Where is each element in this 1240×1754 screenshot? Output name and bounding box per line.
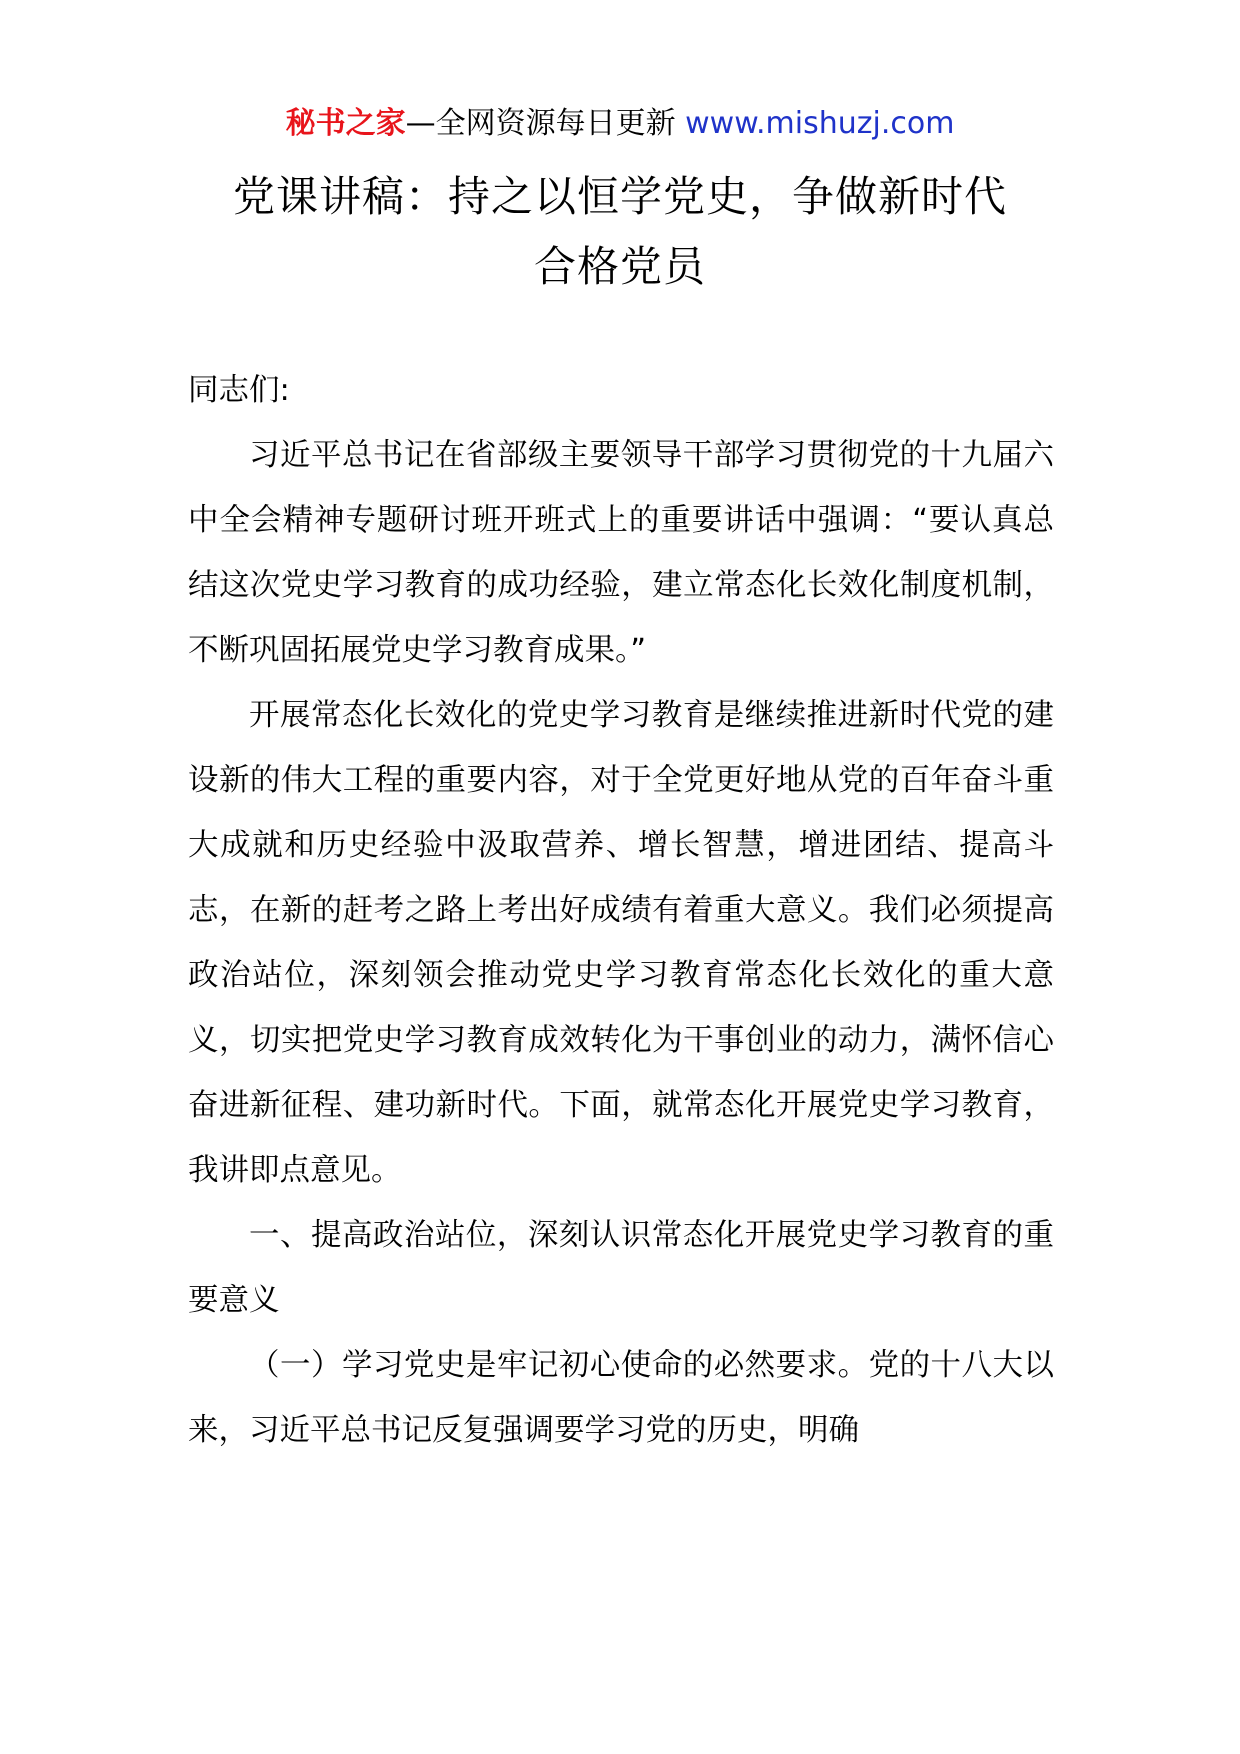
document-body	[188, 358, 1054, 1463]
site-header	[0, 104, 1240, 144]
document-title	[150, 162, 1090, 302]
paragraph: 开展常态化长效化的党史学习教育是继续推进新时代党的建设新的伟大工程的重要内容，对于全党更好地从党的百年奋斗重大成就和历史经验中汲取营养、增长智慧，增进团结、提高斗志，在新的赶考之路上考出好成绩有着重大意义。我们必须提高政治站位，深刻领会推动党史学习教育常态化长效化的重大意义，切实把党史学习教育成效转化为干事创业的动力，满怀信心奋进新征程、建功新时代。下面，就常态化开展党史学习教育，我讲即点意见。	[188, 698, 1054, 1188]
paragraph: 习近平总书记在省部级主要领导干部学习贯彻党的十九届六中全会精神专题研讨班开班式上的重要讲话中强调：“要认真总结这次党史学习教育的成功经验，建立常态化长效化制度机制，不断巩固拓展党史学习教育成果。”	[188, 438, 1054, 668]
site-tagline: —全网资源每日更新	[405, 106, 676, 141]
document-title-line-2: 合格党员	[533, 242, 706, 291]
salutation: 同志们:	[188, 373, 290, 408]
site-url-link[interactable]: www.mishuzj.com	[685, 106, 955, 141]
paragraph: （一）学习党史是牢记初心使命的必然要求。党的十八大以来，习近平总书记反复强调要学习党的历史，明确	[188, 1348, 1054, 1448]
section-heading: 一、提高政治站位，深刻认识常态化开展党史学习教育的重要意义	[188, 1218, 1054, 1318]
site-brand: 秘书之家	[285, 106, 406, 141]
document-title-line-1: 党课讲稿：持之以恒学党史，争做新时代	[232, 172, 1007, 221]
